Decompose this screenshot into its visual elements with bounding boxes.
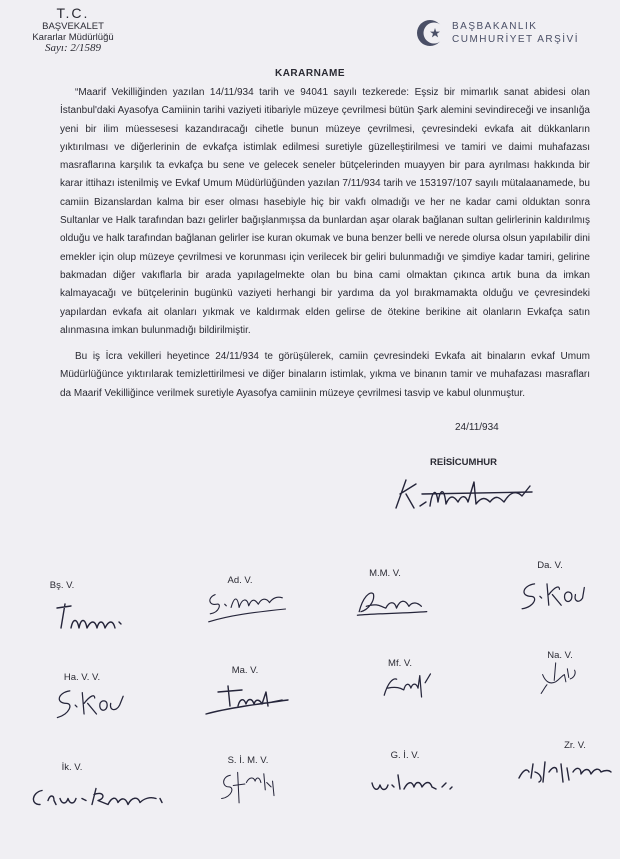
signature-image — [195, 585, 300, 625]
logo-line-1: BAŞBAKANLIK — [452, 21, 538, 32]
signatory-label: G. İ. V. — [390, 750, 420, 761]
signature-image — [515, 752, 615, 792]
signature-image — [345, 585, 440, 625]
signatory-label: S. İ. M. V. — [227, 755, 269, 766]
signature-image — [375, 665, 445, 705]
archive-logo — [415, 14, 605, 54]
signatory-label: Zr. V. — [564, 740, 586, 751]
signature-image — [55, 598, 130, 638]
letterhead — [18, 5, 128, 54]
president-signature — [392, 472, 542, 514]
document-title: KARARNAME — [274, 68, 346, 79]
signatory-label: İk. V. — [61, 762, 83, 773]
body-paragraph-1: “Maarif Vekilliğinden yazılan 14/11/934 tarih ve 94041 sayılı tezkerede: Eşsiz bir mimarlık sanat abidesi olan İstanbul'daki Ayasofya Camiinin tarihi vaziyeti itibariyle müzeye çevrilmesi bütün Şark alemini sevindireceği ve insanlığa yeni bir ilim müessesesi kazandıracağı cihetle bunun müzeye çevrilmesi, çevresindeki evkafa ait dükkanların yıktırılması ve diğerlerinin de evkafça istimlak edilmesi suretiyle güzelleştirilmesi ve tamiri ve daimi muhafazası masraflarına karşılık ta evkafça bu sene ve gelecek seneler bütçelerinden muayyen bir para ayrılması hakkında bir karar ittihazı istenilmiş ve Evkaf Umum Müdürlüğünden yazılan 7/11/934 tarih ve 153197/107 sayılı mütalaanamede, bu camiin Bizanslardan kalma bir eser olması hasebiyle hiç bir vakfı olmadığı ve her ne kadar cami olduktan sonra Sultanlar ve Halk tarafından bazı gelirler bağışlanmışsa da bunlardan aşar olarak bağlanan sultan gelirlerinin kaldırılmış olduğu ve halk tarafından bağlanan gelirler ise kuran okumak ve buna benzer belli ve nerede olursa olsun yapılabilir dini emekler için olup müzeye çevrilmesi ve korunması için verilecek bir geliri bulunmadığı ve şimdiye kadar tamiri, gelirine bakmadan diğer vakıflarla bir arada yapılagelmekte olan bu bina cami olmaktan çıkınca artık buna da imkan kalmayacağı ve bütçelerinin bugünkü vaziyeti herhangi bir yardıma da yol bırakmamakta olduğu ve çevresindeki yapılardan evkafa ait olanları yıkmak ve kaldırmak elden gelirse de ötekine berikine ait olanların Evkafça satın alınmasına imkan bulunmadığı bildirilmiştir. — [60, 87, 590, 336]
signatory-label: Na. V. — [547, 650, 573, 661]
signature-image — [525, 660, 590, 700]
crescent-star-icon — [415, 18, 445, 48]
department-name: Kararlar Müdürlüğü — [32, 32, 114, 43]
signatory-label: Da. V. — [537, 560, 563, 571]
body-paragraph-2: Bu iş İcra vekilleri heyetince 24/11/934 te görüşülerek, camiin çevresindeki Evkafa ait binaların evkaf Umum Müdürlüğünce yıktırılarak temizlettirilmesi ve diğer binaların istimlak, yıkma ve binanın tamir ve muhafazası masrafları da Maarif Vekilliğince verilmek suretiyle Ayasofya camiinin müzeye çevrilmesi tasvip ve kabul olunmuştur. — [60, 351, 590, 399]
signatory-label: Bş. V. — [49, 580, 75, 591]
signature-image — [28, 778, 168, 818]
signature-image — [368, 764, 463, 804]
president-title: REİSİCUMHUR — [430, 457, 498, 468]
decree-date: 24/11/934 — [455, 422, 499, 433]
signatory-label: M.M. V. — [369, 568, 401, 579]
signature-image — [45, 682, 140, 722]
document-number: Sayı: 2/1589 — [45, 42, 101, 54]
signatory-label: Ma. V. — [231, 665, 259, 676]
logo-line-2: CUMHURİYET ARŞİVİ — [452, 34, 579, 45]
office-name: BAŞVEKALET — [42, 21, 104, 32]
signatory-label: Mf. V. — [388, 658, 412, 669]
signature-image — [205, 768, 295, 808]
signatory-label: Ha. V. V. — [63, 672, 101, 683]
tc-heading: T.C. — [56, 5, 90, 21]
signature-image — [198, 678, 293, 718]
signatory-label: Ad. V. — [227, 575, 253, 586]
signature-image — [510, 575, 600, 615]
